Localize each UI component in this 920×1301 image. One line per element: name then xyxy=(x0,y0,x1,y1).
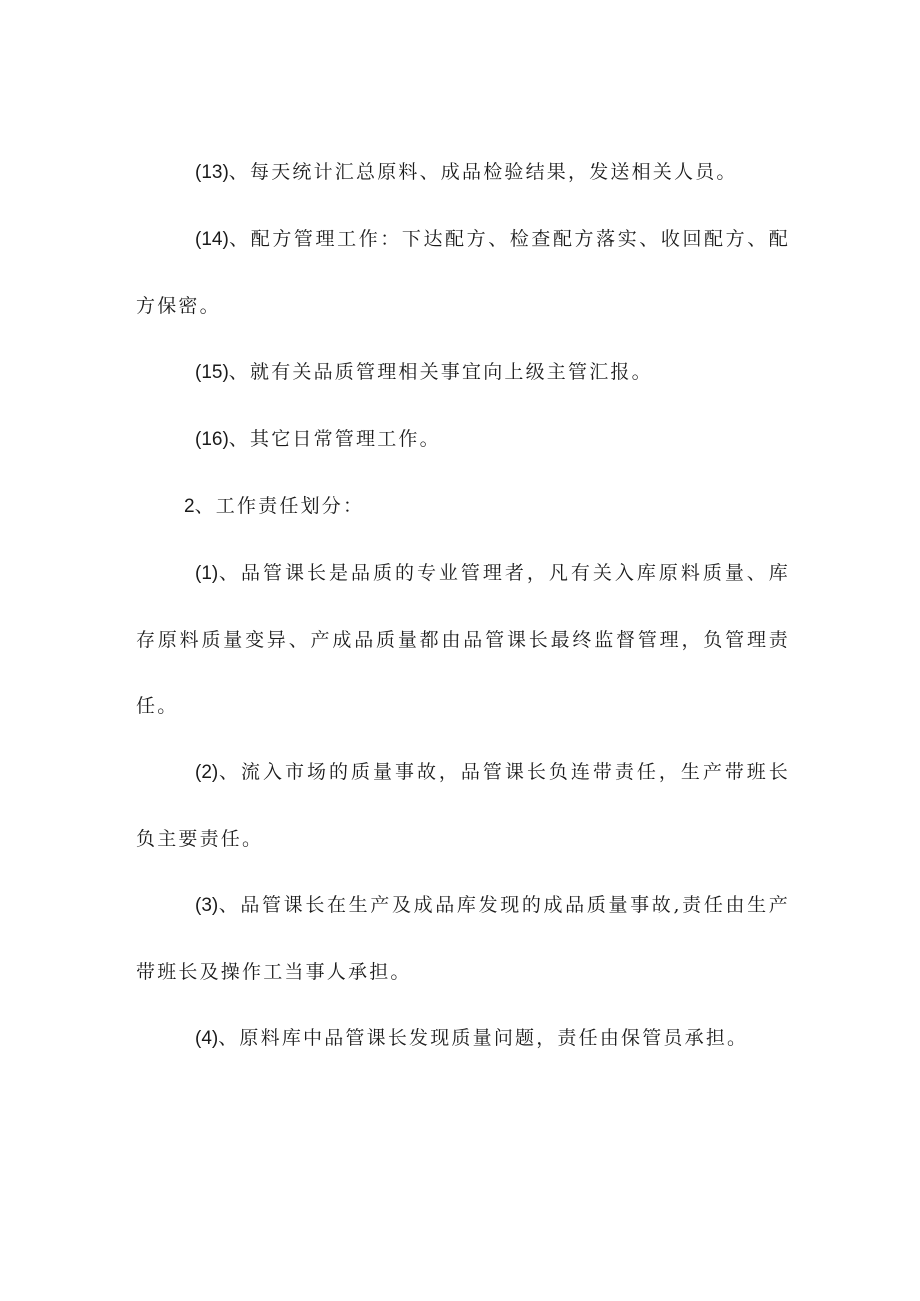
paragraph-item-14 xyxy=(136,206,790,339)
section-number: 2 xyxy=(184,496,195,517)
item-number: (1) xyxy=(195,563,219,584)
item-number: (3) xyxy=(195,895,219,916)
item-number: (15) xyxy=(195,362,229,383)
item-text: 、就有关品质管理相关事宜向上级主管汇报。 xyxy=(228,361,653,383)
item-text: 、品管课长在生产及成品库发现的成品质量事故,责任由生产带班长及操作工当事人承担。 xyxy=(136,894,790,983)
item-number: (16) xyxy=(195,429,229,450)
item-number: (14) xyxy=(195,229,229,250)
paragraph-responsibility-2 xyxy=(136,739,790,872)
item-text: 、配方管理工作：下达配方、检查配方落实、收回配方、配方保密。 xyxy=(136,228,790,317)
item-text: 、原料库中品管课长发现质量问题，责任由保管员承担。 xyxy=(218,1027,749,1049)
item-text: 、流入市场的质量事故，品管课长负连带责任，生产带班长负主要责任。 xyxy=(136,761,790,850)
paragraph-item-13 xyxy=(136,139,790,206)
paragraph-item-16 xyxy=(136,406,790,473)
item-text: 、品管课长是品质的专业管理者，凡有关入库原料质量、库存原料质量变异、产成品质量都由品管课长最终监督管理，负管理责任。 xyxy=(136,562,790,717)
paragraph-item-15 xyxy=(136,339,790,406)
section-title: 、工作责任划分： xyxy=(194,495,365,517)
section-heading-responsibility xyxy=(136,473,790,540)
item-number: (13) xyxy=(195,162,229,183)
document-body xyxy=(136,139,790,1072)
paragraph-responsibility-3 xyxy=(136,872,790,1005)
item-text: 、每天统计汇总原料、成品检验结果，发送相关人员。 xyxy=(228,161,738,183)
paragraph-responsibility-4 xyxy=(136,1005,790,1072)
paragraph-responsibility-1 xyxy=(136,540,790,739)
item-text: 、其它日常管理工作。 xyxy=(228,428,441,450)
item-number: (4) xyxy=(195,1028,219,1049)
item-number: (2) xyxy=(195,762,219,783)
